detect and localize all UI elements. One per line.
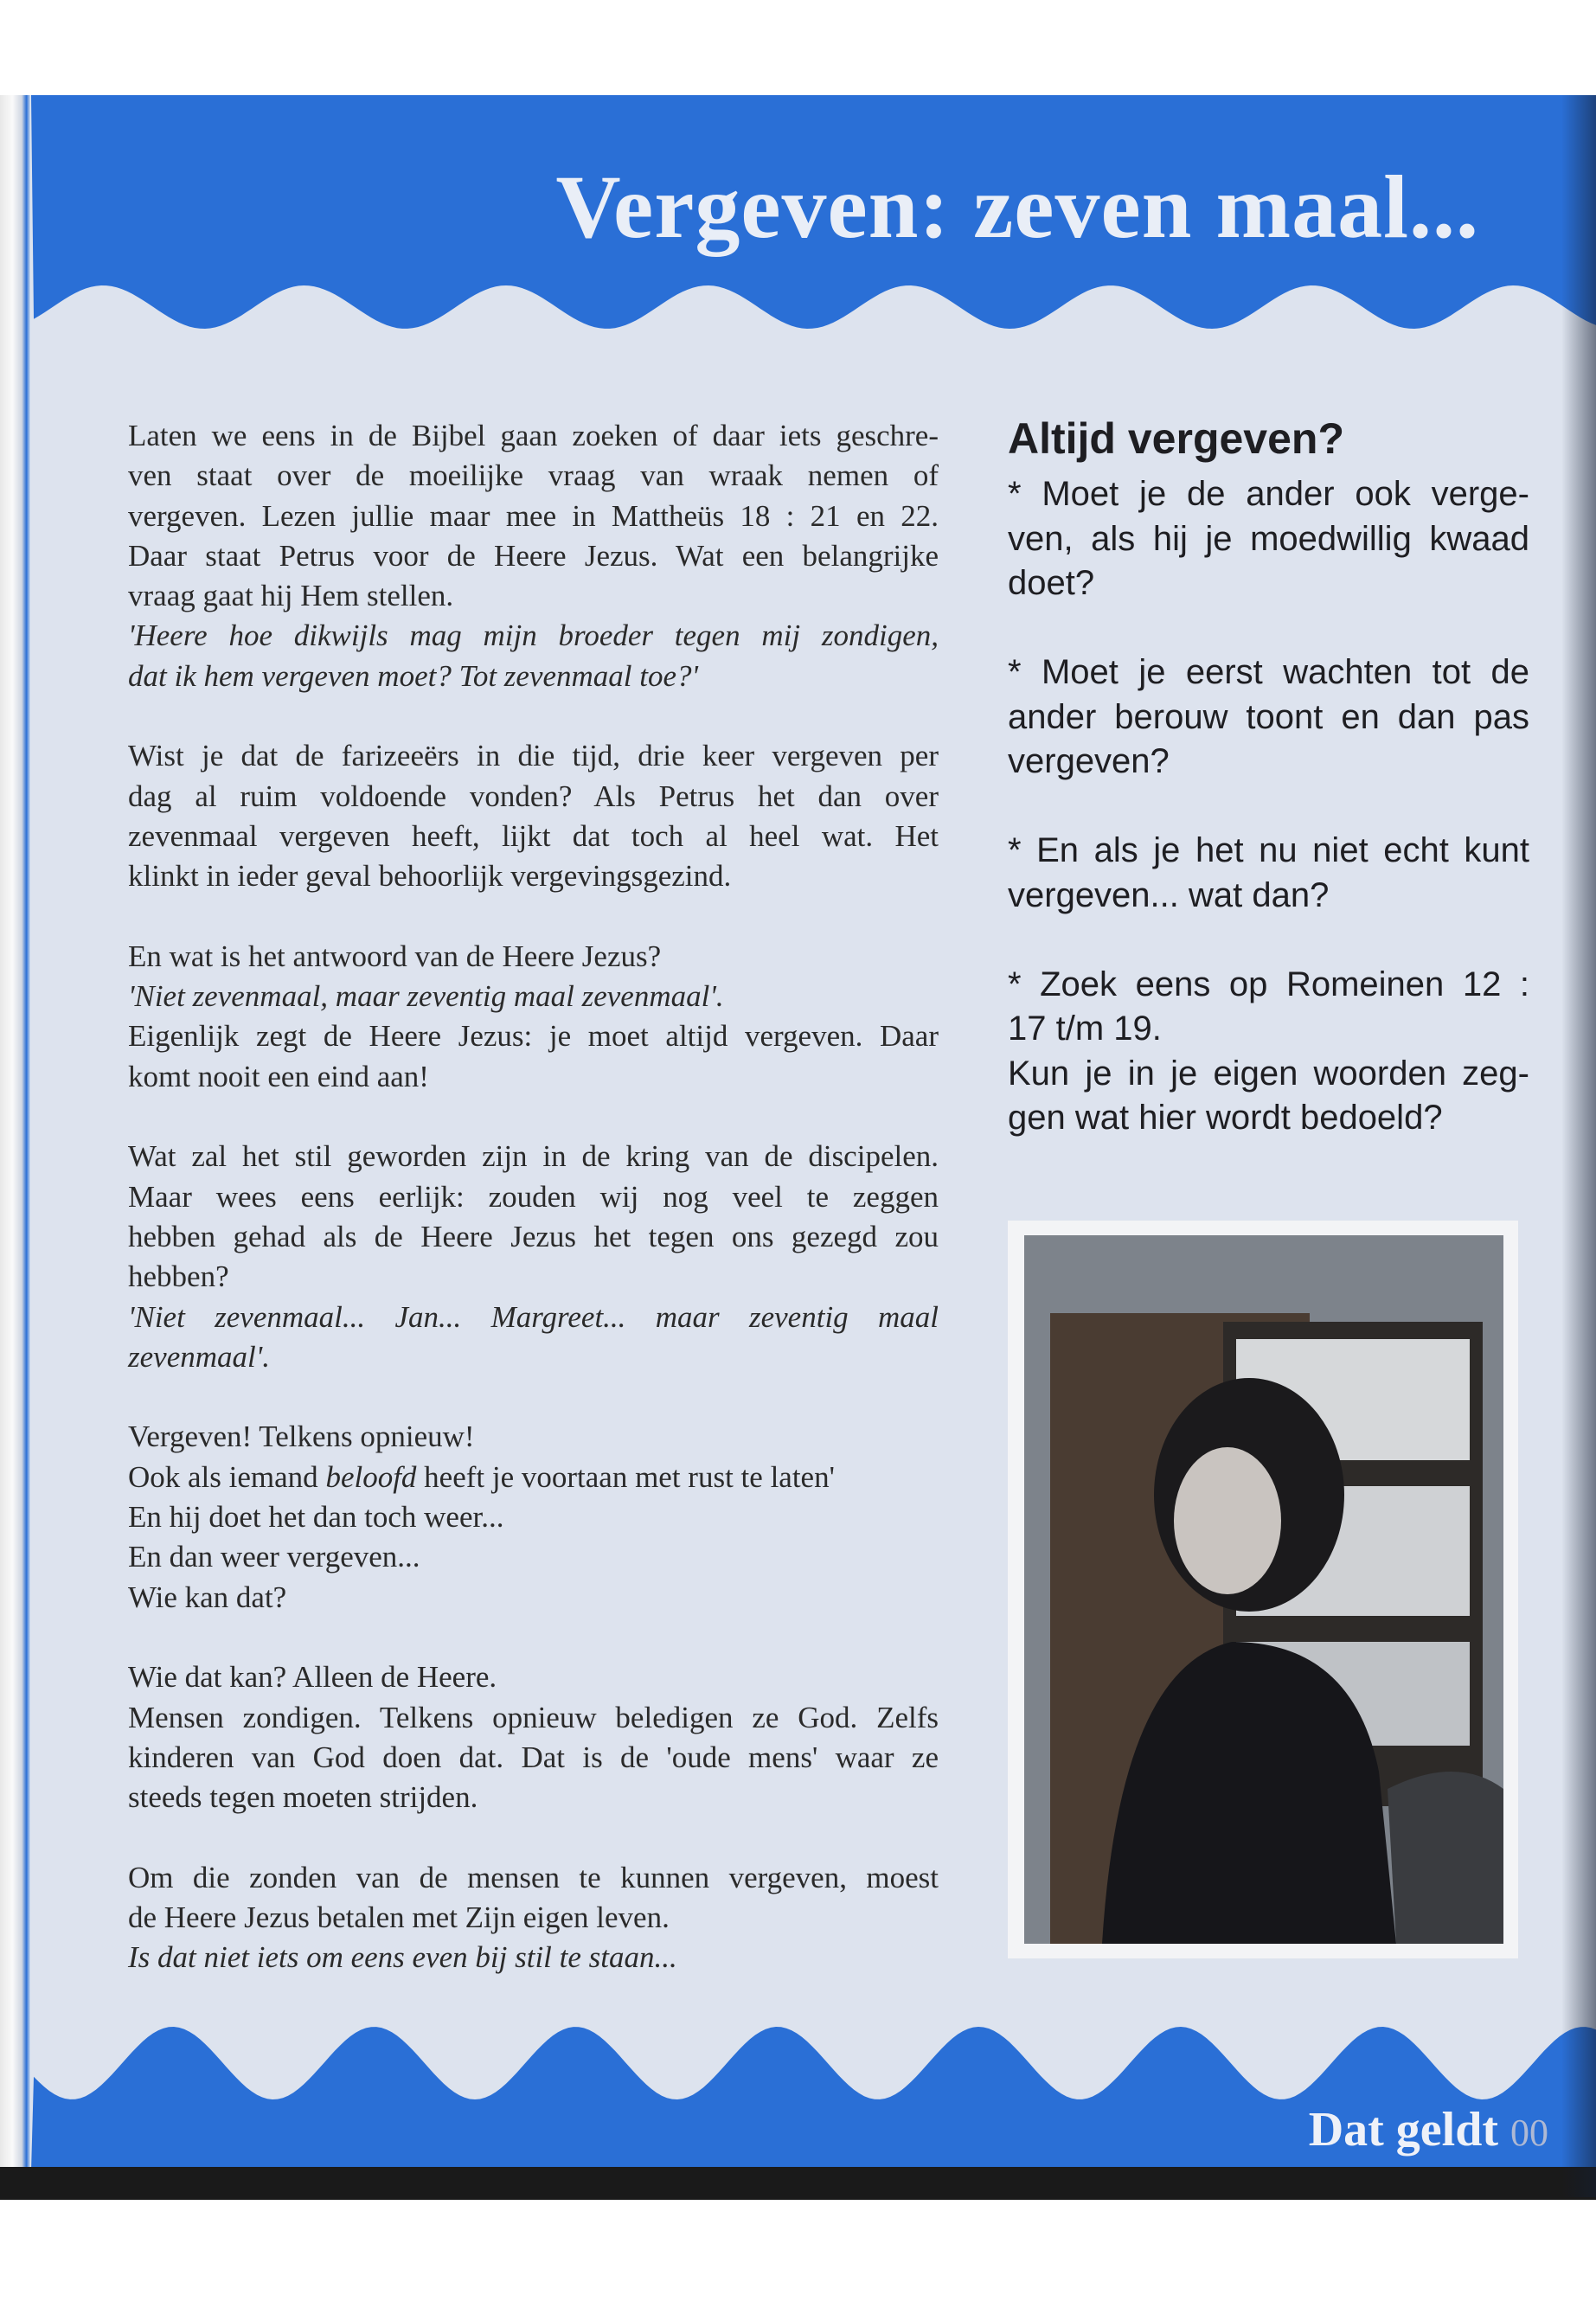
- book-spine: [0, 95, 31, 2189]
- text-line: [128, 1298, 939, 1337]
- blank-line: [128, 696, 939, 736]
- text: vraag gaat hij Hem stellen.: [128, 579, 454, 613]
- text-line: [128, 416, 939, 456]
- text: Maar wees eens eerlijk: zouden wij nog veel te zeggen: [128, 1179, 939, 1214]
- text-line: [128, 1497, 939, 1537]
- text: Om die zonden van de mensen te kunnen vergeven, moest: [128, 1860, 939, 1894]
- text: En hij doet het dan toch weer...: [128, 1500, 504, 1535]
- text-line: [128, 1898, 939, 1938]
- text-line: [128, 456, 939, 496]
- blank-line: [128, 897, 939, 937]
- text-line: [1008, 651, 1529, 695]
- page-title: Vergeven: zeven maal...: [555, 157, 1479, 257]
- text-line: [128, 1177, 939, 1217]
- text-line: [128, 937, 939, 977]
- blank-line: [128, 1097, 939, 1137]
- text-line: [128, 1657, 939, 1697]
- text: steeds tegen moeten strijden.: [128, 1780, 478, 1815]
- article-body: [128, 416, 939, 1978]
- text-line: [128, 657, 939, 696]
- text: En wat is het antwoord van de Heere Jezus?: [128, 939, 662, 973]
- text: * Zoek eens op Romeinen 12 :: [1008, 965, 1529, 1003]
- text: ven, als hij je moedwillig kwaad: [1008, 519, 1529, 558]
- text-line: [1008, 874, 1529, 919]
- text-line: [1008, 1096, 1529, 1141]
- text: Mensen zondigen. Telkens opnieuw beledigen ze God. Zelfs: [128, 1700, 939, 1734]
- italic-text: dat ik hem vergeven moet? Tot zevenmaal toe?': [128, 658, 699, 693]
- italic-text: Is dat niet iets om eens even bij stil te staan...: [128, 1940, 677, 1975]
- sidebar-questions: [1008, 472, 1529, 1141]
- italic-text: 'Niet zevenmaal, maar zeventig maal zevenmaal'.: [128, 979, 724, 1014]
- text: kinderen van God doen dat. Dat is de 'oude mens' waar ze: [128, 1740, 939, 1774]
- text: Wat zal het stil geworden zijn in de kring van de discipelen.: [128, 1139, 939, 1174]
- text-line: [128, 1458, 939, 1497]
- text-line: [128, 1938, 939, 1977]
- page-bottom-edge: [0, 2167, 1596, 2200]
- text: Laten we eens in de Bijbel gaan zoeken of daar iets geschre-: [128, 419, 939, 452]
- text-line: [128, 616, 939, 656]
- text-line: [128, 1858, 939, 1898]
- blank-line: [128, 1618, 939, 1657]
- text: dag al ruim voldoende vonden? Als Petrus het dan over: [128, 779, 939, 813]
- page-number: 00: [1510, 2112, 1548, 2154]
- page-edge-shadow: [1561, 95, 1596, 2197]
- page-footer: [1309, 2102, 1548, 2157]
- text: Ook als iemand: [128, 1459, 326, 1494]
- text-line: [128, 856, 939, 896]
- text: Kun je in je eigen woorden zeg-: [1008, 1054, 1529, 1093]
- text: Daar staat Petrus voor de Heere Jezus. Wat een belangrijke: [128, 538, 939, 573]
- text-line: [128, 1417, 939, 1457]
- text-line: [1008, 740, 1529, 785]
- text: vergeven. Lezen jullie maar mee in Mattheüs 18 : 21 en 22.: [128, 498, 939, 533]
- italic-text: zevenmaal'.: [128, 1339, 270, 1374]
- text: vergeven?: [1008, 742, 1170, 780]
- text-line: [128, 1257, 939, 1297]
- text-line: [128, 1217, 939, 1257]
- blank-line: [1008, 785, 1529, 830]
- text-line: [128, 817, 939, 856]
- text: heeft je voortaan met rust te laten': [416, 1459, 835, 1494]
- text: gen wat hier wordt bedoeld?: [1008, 1099, 1443, 1137]
- text: doet?: [1008, 564, 1095, 602]
- text: de Heere Jezus betalen met Zijn eigen leven.: [128, 1900, 670, 1934]
- text-line: [128, 1016, 939, 1056]
- text-line: [128, 1337, 939, 1377]
- text-line: [1008, 963, 1529, 1008]
- italic-text: 'Heere hoe dikwijls mag mijn broeder tegen mij zondigen,: [128, 619, 939, 653]
- photo-frame: [1008, 1221, 1518, 1958]
- text-line: [128, 777, 939, 817]
- text: komt nooit een eind aan!: [128, 1059, 429, 1093]
- photo-illustration: [1024, 1235, 1503, 1944]
- text: Eigenlijk zegt de Heere Jezus: je moet altijd vergeven. Daar: [128, 1019, 939, 1054]
- text: Wist je dat de farizeeërs in die tijd, drie keer vergeven per: [128, 739, 939, 773]
- text-line: [128, 1738, 939, 1778]
- sidebar-heading: Altijd vergeven?: [1008, 414, 1344, 463]
- text: Vergeven! Telkens opnieuw!: [128, 1420, 475, 1454]
- blank-line: [128, 1817, 939, 1857]
- text: * Moet je eerst wachten tot de: [1008, 653, 1529, 691]
- blank-line: [1008, 918, 1529, 963]
- text-line: [1008, 829, 1529, 874]
- text: hebben gehad als de Heere Jezus het tegen ons gezegd zou: [128, 1219, 939, 1253]
- text: ven staat over de moeilijke vraag van wraak nemen of: [128, 458, 939, 493]
- text-line: [128, 977, 939, 1016]
- blank-line: [128, 1377, 939, 1417]
- text-line: [128, 576, 939, 616]
- text-line: [1008, 1007, 1529, 1052]
- text: ander berouw toont en dan pas: [1008, 697, 1529, 736]
- text-line: [128, 536, 939, 576]
- text-line: [128, 1578, 939, 1618]
- text-line: [128, 1698, 939, 1738]
- text: Wie kan dat?: [128, 1580, 287, 1614]
- text: * En als je het nu niet echt kunt: [1008, 831, 1529, 869]
- text-line: [1008, 472, 1529, 517]
- text-line: [1008, 695, 1529, 740]
- blank-line: [1008, 606, 1529, 651]
- text-line: [1008, 561, 1529, 606]
- text: Wie dat kan? Alleen de Heere.: [128, 1660, 497, 1695]
- text: vergeven... wat dan?: [1008, 875, 1330, 914]
- photo-girl-at-bookshelf: [1024, 1235, 1503, 1944]
- text: En dan weer vergeven...: [128, 1540, 420, 1574]
- text: * Moet je de ander ook verge-: [1008, 475, 1529, 513]
- text-line: [1008, 517, 1529, 562]
- text-line: [128, 1537, 939, 1577]
- italic-text: beloofd: [325, 1459, 417, 1494]
- magazine-name: Dat geldt: [1308, 2103, 1498, 2157]
- text-line: [1008, 1052, 1529, 1097]
- text: zevenmaal vergeven heeft, lijkt dat toch al heel wat. Het: [128, 818, 939, 853]
- text-line: [128, 1778, 939, 1817]
- text: 17 t/m 19.: [1008, 1009, 1162, 1048]
- text-line: [128, 1057, 939, 1097]
- text: hebben?: [128, 1259, 229, 1294]
- text-line: [128, 736, 939, 776]
- italic-text: 'Niet zevenmaal... Jan... Margreet... maar zeventig maal: [128, 1299, 939, 1334]
- text-line: [128, 497, 939, 536]
- text: klinkt in ieder geval behoorlijk vergevingsgezind.: [128, 859, 732, 894]
- text-line: [128, 1137, 939, 1176]
